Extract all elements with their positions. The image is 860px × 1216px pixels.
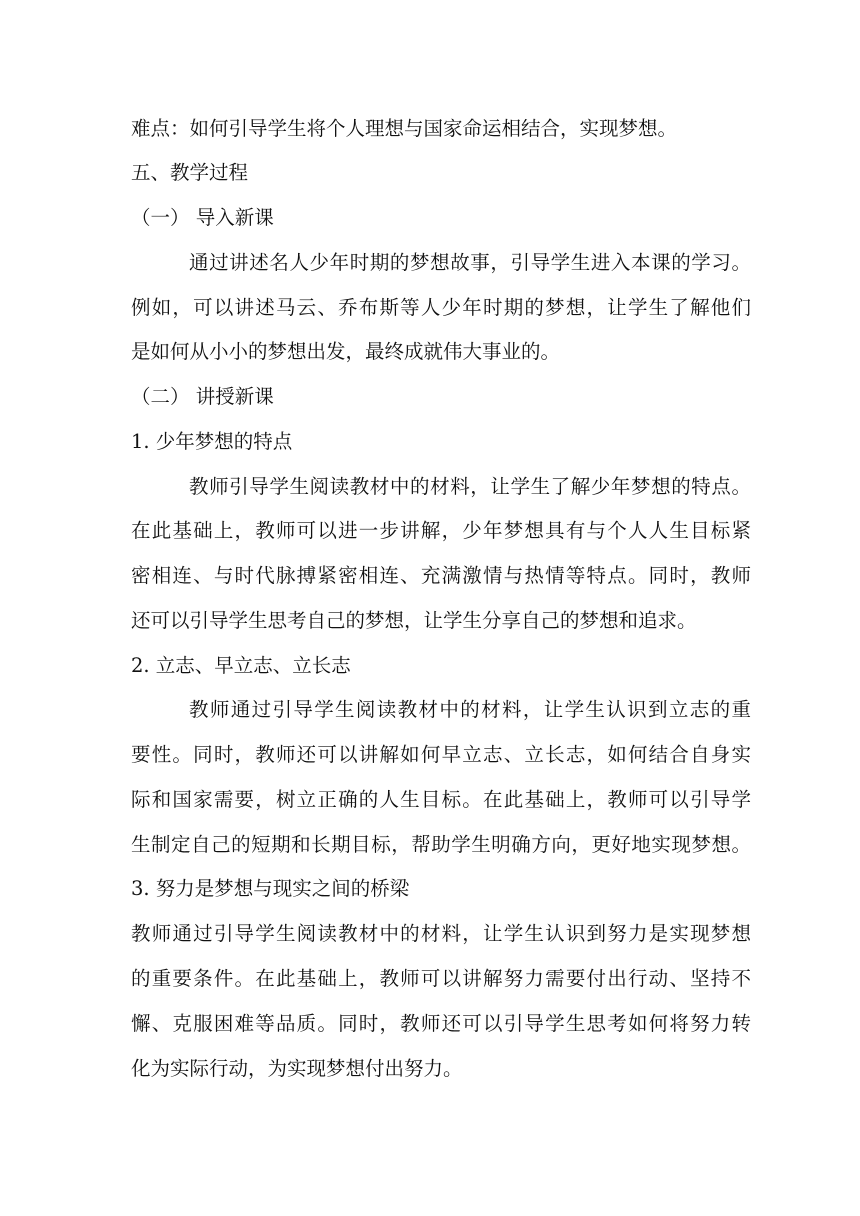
item2-heading: 2. 立志、早立志、立长志	[131, 654, 351, 677]
item3-para-line: 懈、克服困难等品质。同时，教师还可以引导学生思考如何将努力转	[131, 1012, 751, 1035]
item2-para-line: 际和国家需要，树立正确的人生目标。在此基础上，教师可以引导学	[131, 788, 751, 811]
item3-para-line: 的重要条件。在此基础上，教师可以讲解努力需要付出行动、坚持不	[131, 967, 751, 990]
part1-heading: （一） 导入新课	[131, 206, 274, 229]
part1-para-line: 通过讲述名人少年时期的梦想故事，引导学生进入本课的学习。	[189, 251, 751, 274]
item3-heading: 3. 努力是梦想与现实之间的桥梁	[131, 877, 410, 900]
item1-para-line: 在此基础上，教师可以进一步讲解，少年梦想具有与个人人生目标紧	[131, 519, 751, 542]
part1-para-line: 是如何从小小的梦想出发，最终成就伟大事业的。	[131, 340, 561, 363]
part2-heading: （二） 讲授新课	[131, 385, 274, 408]
item2-para-line: 要性。同时，教师还可以讲解如何早立志、立长志，如何结合自身实	[131, 743, 751, 766]
item2-para-line: 生制定自己的短期和长期目标，帮助学生明确方向，更好地实现梦想。	[131, 833, 751, 856]
part1-para-line: 例如，可以讲述马云、乔布斯等人少年时期的梦想，让学生了解他们	[131, 296, 751, 319]
section5-heading: 五、教学过程	[131, 161, 249, 184]
item1-para-line: 还可以引导学生思考自己的梦想，让学生分享自己的梦想和追求。	[131, 609, 697, 632]
item1-para-line: 密相连、与时代脉搏紧密相连、充满激情与热情等特点。同时，教师	[131, 564, 751, 587]
item1-para-line: 教师引导学生阅读教材中的材料，让学生了解少年梦想的特点。	[189, 475, 751, 498]
item1-heading: 1. 少年梦想的特点	[131, 430, 293, 453]
difficulty-line: 难点：如何引导学生将个人理想与国家命运相结合，实现梦想。	[131, 117, 678, 140]
item3-para-line: 教师通过引导学生阅读教材中的材料，让学生认识到努力是实现梦想	[131, 922, 751, 945]
item2-para-line: 教师通过引导学生阅读教材中的材料，让学生认识到立志的重	[189, 698, 751, 721]
item3-para-line: 化为实际行动，为实现梦想付出努力。	[131, 1057, 463, 1080]
